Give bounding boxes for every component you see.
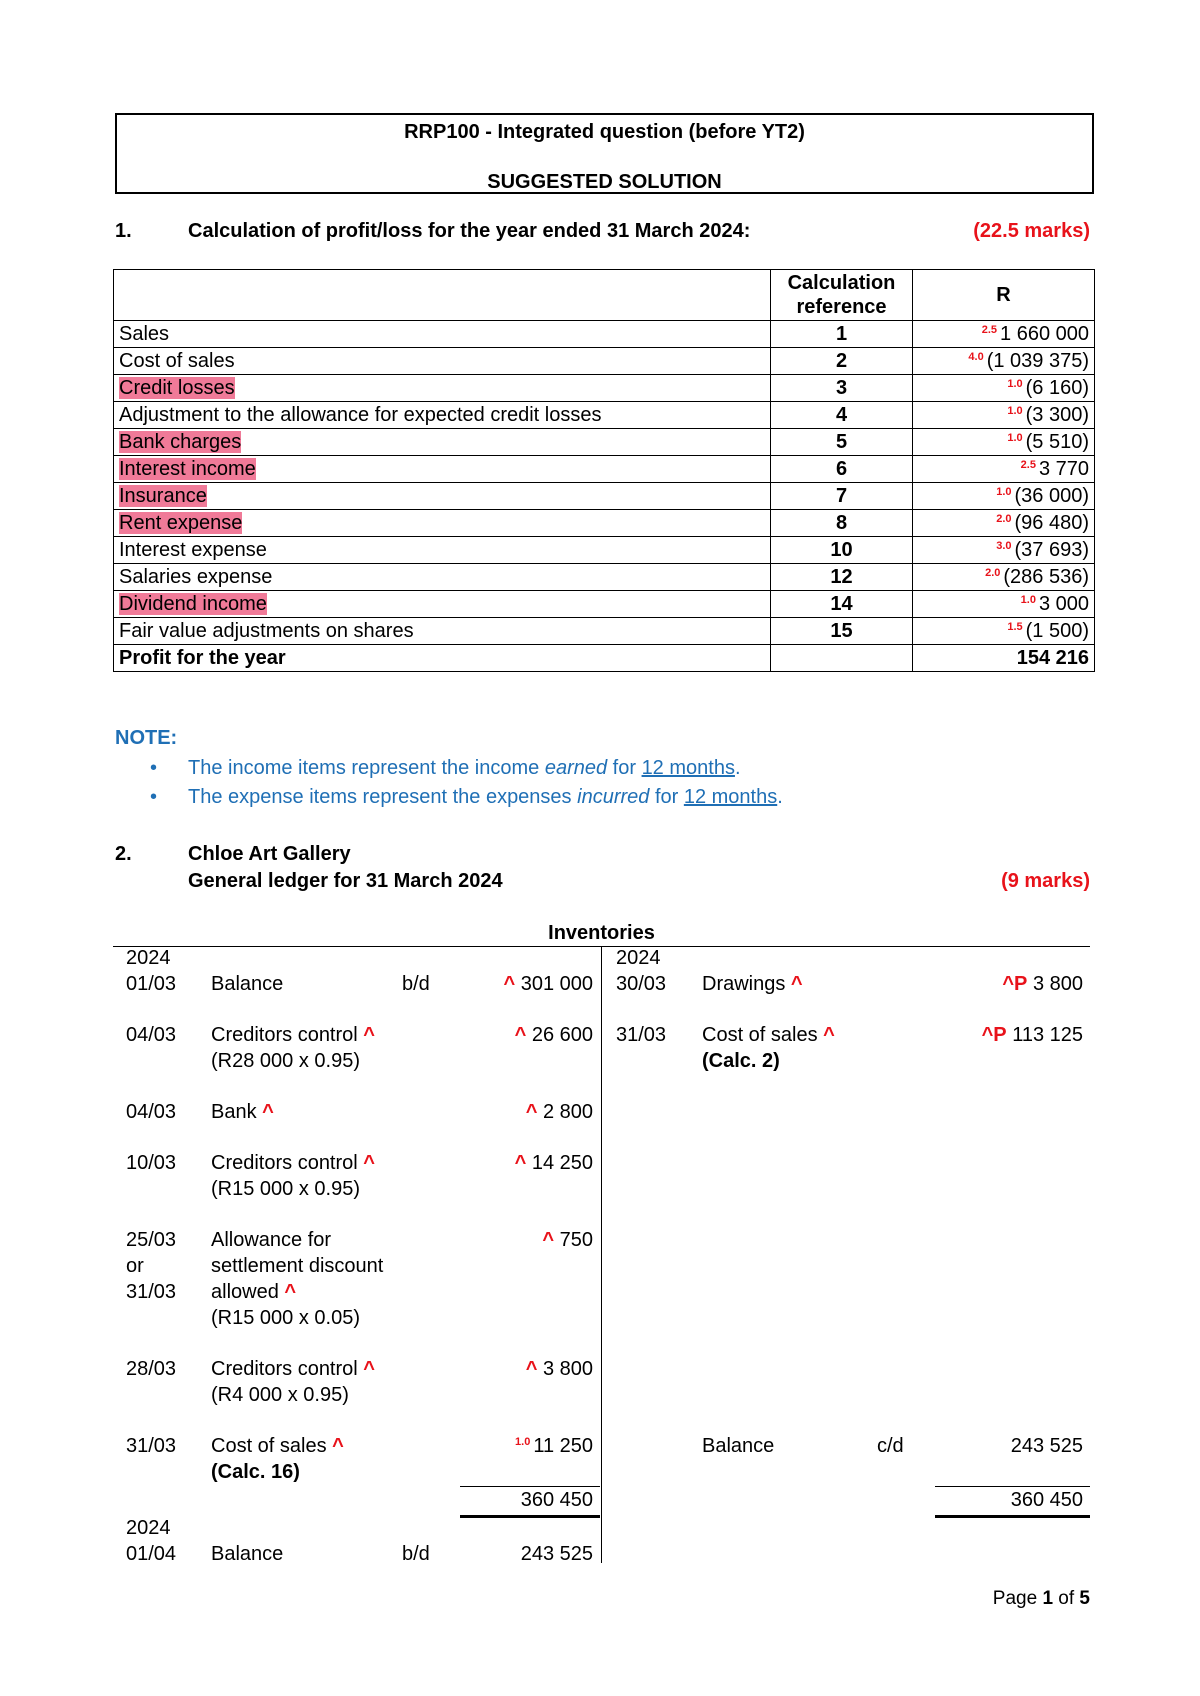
table-row <box>114 321 1095 348</box>
mark-allocation: 2.0 <box>985 566 1001 579</box>
col-rand: R <box>913 270 1095 321</box>
debit-bd: b/d <box>402 973 430 995</box>
credit-date: 30/03 <box>616 973 667 995</box>
document-title: RRP100 - Integrated question (before YT2) <box>404 121 805 143</box>
line-item-label: Dividend income <box>119 592 267 615</box>
mark-allocation: 2.0 <box>996 512 1012 525</box>
debit-year: 2024 <box>126 947 171 969</box>
mark-allocation: 1.5 <box>1007 620 1023 633</box>
line-item-label: Sales <box>119 322 170 345</box>
line-item-label: Adjustment to the allowance for expected credit losses <box>119 403 602 426</box>
credit-desc: Cost of sales ^ <box>702 1024 835 1046</box>
debit-amount: 243 525 <box>520 1543 593 1565</box>
col-calc-reference: Calculation reference <box>771 270 913 321</box>
debit-date: 01/03 <box>126 973 177 995</box>
amount: (1 500) <box>1025 619 1089 642</box>
amount: (6 160) <box>1025 376 1089 399</box>
calc-reference: 8 <box>771 510 913 537</box>
debit-date: 31/03 <box>126 1435 177 1457</box>
debit-desc: Allowance for <box>211 1229 332 1251</box>
table-row <box>114 483 1095 510</box>
credit-total: 360 450 <box>1010 1489 1083 1511</box>
debit-total-rule-top <box>460 1486 600 1487</box>
ledger-center-rule <box>601 946 602 1563</box>
note-bullet-1: • The income items represent the income earned for 12 months. <box>150 757 741 779</box>
total-row <box>114 645 1095 672</box>
debit-desc: Bank ^ <box>211 1101 274 1123</box>
credit-total-rule-bottom <box>935 1515 1090 1518</box>
debit-sub: (R15 000 x 0.05) <box>211 1307 360 1329</box>
mark-allocation: 1.0 <box>1007 431 1023 444</box>
debit-amount: ^ 301 000 <box>503 973 593 995</box>
page-number: Page 1 of 5 <box>992 1588 1090 1609</box>
total-amount: 154 216 <box>913 645 1095 672</box>
table-row <box>114 510 1095 537</box>
debit-date: 31/03 <box>126 1281 177 1303</box>
mark-allocation: 2.5 <box>1020 458 1036 471</box>
note-bullet-2: • The expense items represent the expenses incurred for 12 months. <box>150 786 783 808</box>
debit-amount: ^ 14 250 <box>514 1152 593 1174</box>
profit-loss-table <box>113 269 1095 672</box>
amount: 3 000 <box>1038 592 1089 615</box>
debit-date: 10/03 <box>126 1152 177 1174</box>
calc-reference: 4 <box>771 402 913 429</box>
calc-reference: 6 <box>771 456 913 483</box>
amount: (96 480) <box>1014 511 1089 534</box>
note-link-12-months: 12 months <box>641 757 735 779</box>
document-subtitle: SUGGESTED SOLUTION <box>487 171 722 193</box>
table-row <box>114 591 1095 618</box>
debit-sub: (R28 000 x 0.95) <box>211 1050 360 1072</box>
amount: (5 510) <box>1025 430 1089 453</box>
q2-marks: (9 marks) <box>1001 870 1090 892</box>
bullet-dot: • <box>150 757 158 779</box>
line-item-label: Credit losses <box>119 376 235 399</box>
title-box <box>115 113 1094 194</box>
debit-date: 25/03 <box>126 1229 177 1251</box>
debit-total-rule-bottom <box>460 1515 600 1518</box>
debit-desc: Creditors control ^ <box>211 1358 375 1380</box>
amount: (36 000) <box>1014 484 1089 507</box>
debit-sub: (R15 000 x 0.95) <box>211 1178 360 1200</box>
credit-year: 2024 <box>616 947 661 969</box>
table-row <box>114 375 1095 402</box>
table-row <box>114 348 1095 375</box>
note-link-12-months: 12 months <box>683 786 778 808</box>
line-item-label: Rent expense <box>119 511 243 534</box>
line-item-label: Fair value adjustments on shares <box>119 619 414 642</box>
amount: 1 660 000 <box>1000 322 1089 345</box>
line-item-label: Interest expense <box>119 538 267 561</box>
mark-allocation: 3.0 <box>996 539 1012 552</box>
q2-company: Chloe Art Gallery <box>188 843 351 865</box>
credit-amount: ^P 3 800 <box>1002 973 1083 995</box>
debit-amount: $^{1.0}$ 11 250 <box>515 1435 593 1457</box>
calc-reference: 10 <box>771 537 913 564</box>
debit-desc: allowed ^ <box>211 1281 297 1303</box>
note-label: NOTE: <box>115 727 178 749</box>
debit-desc: Balance <box>211 1543 284 1565</box>
bullet-dot: • <box>150 786 158 808</box>
debit-date: 04/03 <box>126 1024 177 1046</box>
debit-year: 2024 <box>126 1517 171 1539</box>
table-row <box>114 456 1095 483</box>
mark-allocation: 1.0 <box>1007 377 1023 390</box>
debit-date: or <box>126 1255 144 1277</box>
credit-sub: (Calc. 2) <box>702 1050 780 1072</box>
mark-allocation: 4.0 <box>968 350 984 363</box>
debit-desc: Cost of sales ^ <box>211 1435 344 1457</box>
credit-desc: Drawings ^ <box>702 973 803 995</box>
line-item-label: Bank charges <box>119 430 242 453</box>
credit-amount: 243 525 <box>1010 1435 1083 1457</box>
amount: (286 536) <box>1003 565 1089 588</box>
q2-title: General ledger for 31 March 2024 <box>188 870 503 892</box>
amount: 3 770 <box>1038 457 1089 480</box>
calc-reference: 14 <box>771 591 913 618</box>
debit-date: 01/04 <box>126 1543 177 1565</box>
amount: (3 300) <box>1025 403 1089 426</box>
debit-desc: Creditors control ^ <box>211 1152 375 1174</box>
mark-allocation: 1.0 <box>1020 593 1036 606</box>
line-item-label: Interest income <box>119 457 256 480</box>
debit-amount: ^ 3 800 <box>525 1358 593 1380</box>
q1-number: 1. <box>115 220 132 242</box>
q1-title: Calculation of profit/loss for the year ended 31 March 2024: <box>188 220 751 242</box>
calc-reference: 3 <box>771 375 913 402</box>
credit-cd: c/d <box>877 1435 904 1457</box>
calc-reference: 15 <box>771 618 913 645</box>
amount: (37 693) <box>1014 538 1089 561</box>
calc-reference: 2 <box>771 348 913 375</box>
mark-allocation: 2.5 <box>981 323 998 336</box>
debit-desc: settlement discount <box>211 1255 384 1277</box>
debit-sub: (R4 000 x 0.95) <box>211 1384 349 1406</box>
calc-reference: 12 <box>771 564 913 591</box>
table-row <box>114 618 1095 645</box>
debit-total: 360 450 <box>520 1489 593 1511</box>
total-label: Profit for the year <box>114 645 771 672</box>
debit-amount: ^ 2 800 <box>525 1101 593 1123</box>
calc-reference: 1 <box>771 321 913 348</box>
debit-bd: b/d <box>402 1543 430 1565</box>
amount: (1 039 375) <box>986 349 1089 372</box>
debit-sub: (Calc. 16) <box>211 1461 300 1483</box>
line-item-label: Cost of sales <box>119 349 235 372</box>
table-row <box>114 429 1095 456</box>
credit-desc: Balance <box>702 1435 775 1457</box>
mark-allocation: 1.0 <box>996 485 1012 498</box>
debit-date: 28/03 <box>126 1358 177 1380</box>
credit-amount: ^P 113 125 <box>981 1024 1083 1046</box>
q1-marks: (22.5 marks) <box>973 220 1090 242</box>
ledger-account-title: Inventories <box>548 922 655 944</box>
debit-date: 04/03 <box>126 1101 177 1123</box>
table-header-row <box>114 270 1095 321</box>
table-row <box>114 402 1095 429</box>
calc-reference: 5 <box>771 429 913 456</box>
q2-number: 2. <box>115 843 132 865</box>
mark-allocation: 1.0 <box>1007 404 1023 417</box>
line-item-label: Insurance <box>119 484 207 507</box>
debit-desc: Creditors control ^ <box>211 1024 375 1046</box>
debit-desc: Balance <box>211 973 284 995</box>
table-row <box>114 564 1095 591</box>
calc-reference: 7 <box>771 483 913 510</box>
debit-amount: ^ 750 <box>542 1229 593 1251</box>
credit-date: 31/03 <box>616 1024 667 1046</box>
table-row <box>114 537 1095 564</box>
line-item-label: Salaries expense <box>119 565 273 588</box>
credit-total-rule-top <box>935 1486 1090 1487</box>
debit-amount: ^ 26 600 <box>514 1024 593 1046</box>
